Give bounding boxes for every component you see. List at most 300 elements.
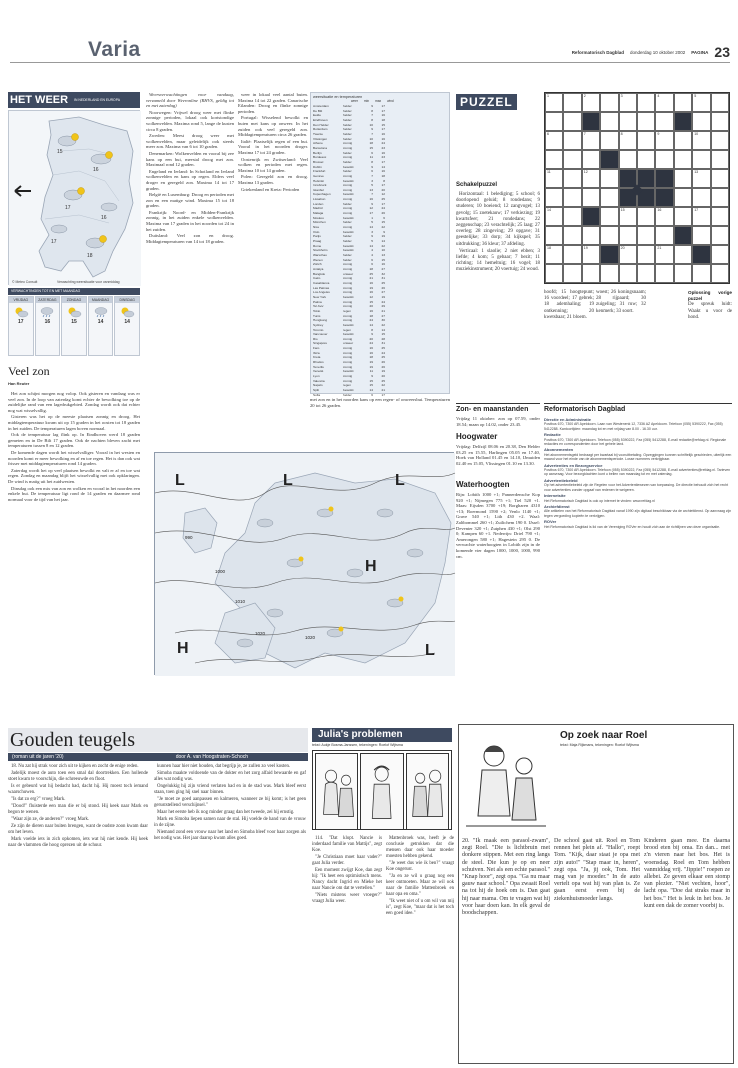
paragraph: "Waar zijn ze, de anderen?" vroeg Mark.	[11, 817, 90, 822]
crossword-cell[interactable]	[600, 226, 618, 245]
paragraph: Italië: Plaatselijk regen of een bui. Vooral in het noorden droger. Maxima 17 tot 24 graden.	[238, 138, 308, 155]
weather-abroad-continued: met zon en in het noorden kans op een regen- of onweersbui. Temperaturen 20 tot 26 graden.	[310, 397, 450, 408]
paragraph: Simoba maakte voldoende van de dokter en het zorg alfaid bewaarde en gaf alles wat nodig was.	[154, 771, 306, 782]
crossword-cell[interactable]	[545, 264, 563, 283]
crossword-cell[interactable]	[692, 150, 710, 169]
table-cell: 16	[381, 169, 385, 174]
crossword-cell[interactable]	[600, 131, 618, 150]
weather-headline: Veel zon	[8, 364, 50, 378]
table-cell: onweer	[343, 341, 354, 346]
colofon-heading: Advertentiebeleid	[544, 477, 578, 483]
isobar-label: 1010	[235, 599, 246, 604]
colofon-text: Het Reformatorisch Dagblad is ook op internet te vinden: www.refdag.nl	[544, 498, 655, 503]
paragraph: weer in lokaal veel aantal buien. Maxima 14 tot 22 graden. Canarische Eilanden: Droog en flinke zonnige perioden.	[238, 92, 308, 114]
crossword-cell[interactable]	[655, 207, 673, 226]
crossword-cell[interactable]	[655, 93, 673, 112]
crossword-cell[interactable]	[582, 264, 600, 283]
table-cell: Amsterdam	[313, 104, 329, 108]
cell-number: 15	[620, 208, 625, 212]
table-cell: Tokio	[313, 308, 321, 313]
crossword-cell[interactable]	[545, 207, 563, 226]
crossword-cell[interactable]	[711, 188, 729, 207]
crossword-cell[interactable]	[619, 226, 637, 245]
table-cell: Tel Aviv	[313, 304, 324, 309]
paragraph: Ook de temperatuur lag flink op. In Eindhoven werd 18 graden gemeten en in De Bilt 17 graden. Ook de nachten bleven zacht met temperaturen tussen 8 en 12 graden.	[8, 432, 140, 449]
table-cell: 7	[371, 131, 373, 136]
crossword-cell[interactable]	[600, 207, 618, 226]
crossword-cell[interactable]	[674, 131, 692, 150]
crossword-cell[interactable]	[674, 169, 692, 188]
crossword-cell[interactable]	[600, 264, 618, 283]
table-cell: 13	[369, 187, 373, 192]
crossword-cell[interactable]	[582, 93, 600, 112]
crossword-cell[interactable]	[563, 264, 581, 283]
table-cell: 15	[369, 299, 373, 304]
paragraph: Zaterdag wordt het op veel plaatsen bewolkt en valt er af en toe wat regen. Zondag en maandag blijft het wisselvallig met ook opklaringen. De wind is matig uit het zuidwesten.	[8, 467, 140, 484]
table-cell: 18	[381, 173, 385, 178]
table-cell: München	[313, 220, 326, 225]
cell-number: 7	[583, 132, 586, 136]
crossword-cell[interactable]	[545, 245, 563, 264]
story-title: Op zoek naar Roel	[560, 730, 648, 741]
paragraph: België en Luxemburg: Droog en perioden met zon en een matige wind. Maxima 15 tot 18 graden.	[146, 192, 234, 209]
cell-number: 8	[620, 132, 623, 136]
table-cell: 17	[369, 211, 373, 216]
table-cell: 9	[383, 229, 385, 234]
table-cell: 14	[369, 243, 373, 248]
pressure-label: L	[283, 472, 293, 489]
colofon-text: Postbus 670, 7300 AR Apeldoorn. Telefoon (055) 5390222, Fax (055) 5412288, E-mail advertenties@refdag.nl. Tarieven op aanvraag. Voor bezorgklachten kunt u bellen van maandag tot en met zaterdag.	[544, 468, 731, 477]
forecast-day-label: MAANDAG	[89, 297, 113, 303]
crossword-cell[interactable]	[711, 131, 729, 150]
table-cell: Zürich	[313, 262, 322, 267]
cell-number: 4	[657, 94, 660, 98]
puzzle-solution	[688, 290, 732, 350]
table-cell: Faro	[313, 346, 320, 351]
table-cell: zonnig	[343, 346, 353, 351]
table-cell: helder	[343, 239, 352, 244]
table-cell: zonnig	[343, 276, 353, 281]
table-cell: zonnig	[343, 183, 353, 188]
story-illustration	[460, 726, 552, 834]
table-cell: 22	[381, 383, 385, 388]
table-cell: helder	[343, 220, 352, 225]
crossword-cell[interactable]	[655, 150, 673, 169]
weather-abroad-column	[146, 92, 234, 366]
table-cell: Barcelona	[313, 145, 327, 150]
crossword-cell[interactable]	[582, 131, 600, 150]
table-cell: helder	[343, 159, 352, 164]
table-cell: zonnig	[343, 290, 353, 295]
paragraph: "Is dat zo erg?" vroeg Mark.	[11, 797, 66, 802]
page-label: PAGINA	[691, 49, 709, 55]
table-cell: 16	[381, 113, 385, 118]
cell-number: 21	[657, 246, 662, 250]
table-cell: bewolkt	[343, 215, 354, 220]
table-cell: 9	[371, 332, 373, 337]
table-cell: regen	[343, 308, 351, 313]
rain-cloud-icon	[93, 306, 109, 318]
table-cell: Tunis	[313, 313, 321, 318]
table-cell: Parijs	[313, 234, 321, 239]
forecast-day-label: VRIJDAG	[9, 297, 33, 303]
table-cell: 26	[381, 360, 385, 365]
table-cell: Istanbul	[313, 187, 324, 192]
table-cell: Tenerife	[313, 364, 325, 369]
forecast-day	[88, 296, 114, 356]
table-cell: 17	[381, 108, 385, 113]
crossword-cell[interactable]	[692, 264, 710, 283]
cell-number: 3	[620, 94, 623, 98]
paragraph: Is er gebeurd wat hij bedacht had, dacht hij. Hij moest toch iemand waarschuwen.	[8, 784, 148, 795]
table-cell: Innsbruck	[313, 183, 327, 188]
crossword-cell[interactable]	[563, 150, 581, 169]
crossword-cell[interactable]	[563, 226, 581, 245]
paragraph: Engeland en Ierland: In Schotland en Ierland wolkenvelden en kans op regen. Elders veel droger en geregeld zon. Maxima 14 tot 17 graden.	[146, 168, 234, 191]
crossword-cell[interactable]	[619, 131, 637, 150]
crossword-cell[interactable]	[674, 150, 692, 169]
crossword-cell[interactable]	[619, 150, 637, 169]
sun-cloud-icon	[66, 306, 82, 318]
table-cell: zonnig	[343, 145, 353, 150]
colofon-body	[544, 416, 732, 716]
crossword-cell[interactable]	[582, 245, 600, 264]
crossword-cell[interactable]	[545, 150, 563, 169]
table-cell: 31	[381, 276, 385, 281]
table-cell: zonnig	[343, 318, 353, 323]
crossword-cell[interactable]	[545, 93, 563, 112]
crossword-cell[interactable]	[619, 264, 637, 283]
comic-strip	[312, 750, 452, 830]
cell-number: 14	[547, 208, 551, 212]
crossword-cell[interactable]	[674, 245, 692, 264]
crossword-cell[interactable]	[711, 264, 729, 283]
table-cell: zonnig	[343, 280, 353, 285]
comic-title: Julia's problemen	[312, 728, 452, 742]
colofon-text: Het abonnementsgeld bedraagt per kwartaal bij vooruitbetaling. Opzeggingen kunnen schriftelijk geschieden, uiterlijk een maand voor het einde van de abonnementsperiode. Losse nummers verkrijgbaar.	[544, 452, 732, 462]
paragraph: Ze zijn de dieren naar buiten brengen, want de oudste zoon kwam daar om het leven.	[8, 824, 148, 835]
table-cell: helder	[343, 150, 352, 155]
table-cell: 16	[369, 346, 373, 351]
table-cell: zonnig	[343, 313, 353, 318]
paragraph: Het zon schijnt morgen nog volop. Ook gisteren en vandaag was er veel zon. In de loop van zaterdag komt echter de bewolking toe op de zuidelijke rand van een lagedrukgebied. Zondag wordt ook dat echter nog wat wisselvallig.	[8, 391, 140, 413]
table-cell: bewolkt	[343, 164, 354, 169]
sun-moon-title: Zon- en maanstanden	[456, 406, 529, 413]
solution-title: Oplossing vorige puzzel	[688, 290, 732, 302]
serial-author: door A. van Hoogstraten-Schoch	[175, 754, 248, 760]
table-cell: Los Angeles	[313, 290, 330, 295]
crossword-cell[interactable]	[619, 93, 637, 112]
crossword-cell[interactable]	[563, 245, 581, 264]
crossword-cell[interactable]	[692, 131, 710, 150]
paragraph: "Ja en ze wil u graag nog een keer ontmoeten. Maar ze wil ook naar de familie Mattenbroek en haar opa en oma."	[386, 874, 454, 897]
table-cell: 27	[381, 266, 385, 271]
colofon-heading: ROVer	[544, 519, 557, 525]
isobar-label: 1020	[255, 631, 266, 636]
table-cell: Kopenhagen	[313, 192, 331, 197]
crossword-cell[interactable]	[600, 112, 618, 131]
table-cell: regen	[343, 327, 351, 332]
crossword-cell[interactable]	[674, 188, 692, 207]
forecast-temp: 14	[97, 319, 104, 325]
cell-number: 18	[547, 246, 551, 250]
table-cell: zonnig	[343, 206, 353, 211]
crossword-cell[interactable]	[655, 226, 673, 245]
crossword-cell[interactable]	[600, 93, 618, 112]
table-cell: Athene	[313, 141, 323, 146]
crossword-cell[interactable]	[692, 169, 710, 188]
crossword-cell[interactable]	[619, 112, 637, 131]
table-cell: 18	[369, 141, 373, 146]
table-cell: Casablanca	[313, 280, 330, 285]
crossword-cell[interactable]	[711, 207, 729, 226]
table-cell: zonnig	[343, 225, 353, 230]
crossword-cell[interactable]	[545, 169, 563, 188]
crossword-cell[interactable]	[711, 169, 729, 188]
table-cell: 9	[371, 104, 373, 108]
table-cell: 15	[369, 145, 373, 150]
paragraph: "Je moet ze goed aanpassen en kalmeren, wanneer ze bij komt; is het geen geruststellend verschijnsel."	[154, 797, 306, 808]
svg-text:16: 16	[93, 167, 99, 173]
table-cell: Hongkong	[313, 318, 328, 323]
crossword-cell[interactable]	[655, 264, 673, 283]
crossword-cell[interactable]	[582, 188, 600, 207]
crossword-cell[interactable]	[637, 264, 655, 283]
netherlands-map-graphic	[9, 111, 141, 286]
crossword-cell[interactable]	[545, 131, 563, 150]
pressure-label: L	[425, 642, 435, 659]
table-cell: 16	[381, 131, 385, 136]
table-cell: zonnig	[343, 374, 353, 379]
table-cell: helder	[343, 113, 352, 118]
table-cell: 6	[371, 392, 373, 397]
crossword-cell[interactable]	[711, 245, 729, 264]
table-cell: 14	[381, 239, 385, 244]
table-cell: 9	[371, 201, 373, 206]
colofon-text: Het Reformatorisch Dagblad is lid van de Vereniging ROVer en houdt zich aan de richtlijnen van deze organisatie.	[544, 524, 721, 529]
column-header: max	[375, 99, 382, 103]
table-cell: 18	[381, 117, 385, 122]
table-cell: Rhodos	[313, 360, 324, 365]
crossword-cell[interactable]	[619, 207, 637, 226]
paragraph: Mattenbroek was, heeft je de conclusie getrokken dat die mensen daar ook haar moeder moesten hebben gekend.	[386, 836, 454, 859]
table-cell: Genève	[313, 173, 324, 178]
table-cell: 17	[381, 127, 385, 132]
table-cell: 17	[381, 201, 385, 206]
crossword-cell[interactable]	[692, 188, 710, 207]
crossword-cell[interactable]	[711, 112, 729, 131]
cell-number: 12	[583, 170, 588, 174]
crossword-cell[interactable]	[692, 93, 710, 112]
table-cell: 27	[381, 313, 385, 318]
table-cell: zonnig	[343, 266, 353, 271]
table-cell: 5	[371, 239, 373, 244]
temperature-table	[310, 92, 450, 397]
colofon-text: Postbus 670, 7300 AR Apeldoorn. Laan van Westenenk 12, 7336 AZ Apeldoorn. Telefoon (055) 5390222, Fax (055) 5412288. Kantoortijden: maandag tot en met vrijdag van 8.00 - 16.30 uur.	[544, 422, 723, 431]
crossword-cell[interactable]	[582, 226, 600, 245]
colofon-heading: Internetsite	[544, 493, 566, 499]
table-cell: 12	[381, 192, 385, 197]
forecast-day-label: ZATERDAG	[36, 297, 60, 303]
crossword-cell[interactable]	[637, 245, 655, 264]
crossword-cell[interactable]	[545, 188, 563, 207]
table-cell: zonnig	[343, 360, 353, 365]
cell-number: 5	[694, 94, 697, 98]
crossword-cell	[582, 207, 600, 226]
table-cell: Moskou	[313, 215, 324, 220]
table-cell: 6	[371, 150, 373, 155]
table-cell: helder	[343, 117, 352, 122]
crossword-cell[interactable]	[711, 93, 729, 112]
table-cell: 21	[369, 276, 373, 281]
cell-number: 20	[620, 246, 625, 250]
table-cell: 19	[369, 360, 373, 365]
table-cell: helder	[343, 253, 352, 257]
crossword-cell[interactable]	[563, 112, 581, 131]
table-cell: 15	[381, 122, 385, 127]
table-cell: 16	[369, 350, 373, 355]
table-cell: Oslo	[313, 229, 320, 234]
comic-text-column	[312, 836, 382, 1062]
table-cell: 19	[369, 364, 373, 369]
table-cell: 26	[381, 211, 385, 216]
table-cell: bewolkt	[343, 248, 354, 253]
crossword-cell	[674, 112, 692, 131]
paragraph: Noorwegen: Vrijwel droog weer met flinke zonnige perioden, lokaal ook kortstondige wolkenvelden. Maxima rond 5, lange de kusten circa 8 graden.	[146, 109, 234, 132]
table-body	[311, 104, 449, 397]
table-cell: zonnig	[343, 336, 353, 341]
table-cell: Rome	[313, 243, 322, 248]
table-cell: 17	[381, 183, 385, 188]
table-cell: 25	[381, 378, 385, 383]
table-cell: 25	[381, 355, 385, 360]
paragraph: Ongelukkig hij zijn vriend verlaten had en in de stad was. Mark bleef eerst staan, toen ging hij snel naar binnen.	[154, 784, 306, 795]
crossword-cell[interactable]	[637, 112, 655, 131]
table-cell: helder	[343, 131, 352, 136]
crossword-cell[interactable]	[674, 207, 692, 226]
table-cell: 10	[369, 136, 373, 141]
table-cell: Wenen	[313, 257, 323, 262]
crossword-cell[interactable]	[545, 112, 563, 131]
table-cell: 4	[371, 253, 373, 257]
table-cell: 18	[369, 355, 373, 360]
cell-number: 11	[547, 170, 551, 174]
crossword-cell[interactable]	[655, 112, 673, 131]
table-cell: 22	[381, 322, 385, 327]
table-cell: Split	[313, 388, 320, 393]
paragraph: kunnen haar hier niet houden, dat begrijp je, ze zullen zo veel kosten.	[157, 764, 291, 769]
crossword-cell[interactable]	[563, 93, 581, 112]
table-cell: Venetië	[313, 369, 324, 374]
table-cell: helder	[343, 201, 352, 206]
table-cell: 8	[383, 178, 385, 183]
crossword-cell[interactable]	[563, 207, 581, 226]
crossword-cell[interactable]	[563, 169, 581, 188]
weather-abroad-column	[238, 92, 308, 366]
crossword-cell[interactable]	[692, 112, 710, 131]
crossword-cell[interactable]	[600, 188, 618, 207]
forecast-temp: 17	[18, 319, 24, 325]
puzzle-clues-continued: woest; 26 koningsnaam; 28 rijpaard; 30 zuigeling; 31 ruw; 32 kenmerk; 33 soort.	[596, 290, 646, 314]
table-cell: zonnig	[343, 173, 353, 178]
paragraph: "Ik weet niet of u om wil van mij is", zegt Koe, "maar dat is het toch een goed idee."	[386, 899, 454, 916]
crossword-cell[interactable]	[637, 207, 655, 226]
crossword-cell[interactable]	[582, 169, 600, 188]
table-cell: bewolkt	[343, 388, 354, 393]
crossword-cell[interactable]	[619, 245, 637, 264]
table-cell: 12	[369, 294, 373, 299]
crossword-cell[interactable]	[711, 226, 729, 245]
crossword-cell[interactable]	[692, 207, 710, 226]
table-cell: 15	[369, 383, 373, 388]
rain-cloud-icon	[39, 306, 55, 318]
crossword-cell[interactable]	[692, 226, 710, 245]
table-cell: helder	[343, 257, 352, 262]
crossword-cell[interactable]	[600, 169, 618, 188]
table-cell: Cairo	[313, 276, 321, 281]
table-cell: Warschau	[313, 253, 327, 257]
table-cell: Napels	[313, 383, 323, 388]
forecast-temp: 14	[124, 319, 130, 325]
column-header: wind	[387, 99, 394, 103]
crossword-cell[interactable]	[563, 131, 581, 150]
table-cell: 15	[381, 257, 385, 262]
serial-title: Gouden teugels	[8, 728, 308, 752]
puzzle-subtitle: Schakelpuzzel	[456, 182, 498, 188]
paragraph: "Je weet dus wie ik ben?" vraagt Koe ongerust.	[386, 861, 454, 872]
comic-panel	[360, 753, 403, 830]
table-cell: bewolkt	[343, 294, 354, 299]
table-cell: Nice	[313, 225, 320, 230]
crossword-cell[interactable]	[637, 226, 655, 245]
table-cell: Bangkok	[313, 271, 326, 276]
table-cell: 4	[371, 248, 373, 253]
cell-number: 13	[694, 170, 699, 174]
table-cell: helder	[343, 127, 352, 132]
table-cell: zonnig	[343, 364, 353, 369]
crossword-cell[interactable]	[545, 226, 563, 245]
crossword-cell[interactable]	[582, 150, 600, 169]
crossword-cell[interactable]	[711, 150, 729, 169]
table-cell: 11	[369, 155, 373, 160]
crossword-cell[interactable]	[637, 150, 655, 169]
table-cell: Vlissingen	[313, 136, 328, 141]
table-cell: De Bilt	[313, 108, 323, 113]
paragraph: 114. "Dat klopt. Nancie is inderdaad familie van Mattijs", zegt Koe.	[312, 836, 382, 853]
table-cell: 17	[381, 104, 385, 108]
table-cell: bewolkt	[343, 178, 354, 183]
crossword-cell[interactable]	[674, 264, 692, 283]
crossword-cell[interactable]	[655, 245, 673, 264]
table-cell: 25	[381, 197, 385, 202]
table-cell: Rotterdam	[313, 127, 328, 132]
crossword-cell[interactable]	[674, 93, 692, 112]
pressure-label: L	[395, 472, 405, 489]
weather-article	[8, 391, 140, 698]
crossword-cell[interactable]	[637, 131, 655, 150]
crossword-cell[interactable]	[563, 188, 581, 207]
table-cell: Brussel	[313, 159, 324, 164]
table-cell: 16	[369, 308, 373, 313]
table-cell: 19	[381, 234, 385, 239]
crossword-cell[interactable]	[655, 131, 673, 150]
table-cell: Den Helder	[313, 122, 329, 127]
crossword-cell	[582, 112, 600, 131]
table-cell: 13	[381, 253, 385, 257]
table-cell: Sofia	[313, 392, 321, 397]
crossword-cell[interactable]	[637, 93, 655, 112]
table-cell: 24	[369, 341, 373, 346]
